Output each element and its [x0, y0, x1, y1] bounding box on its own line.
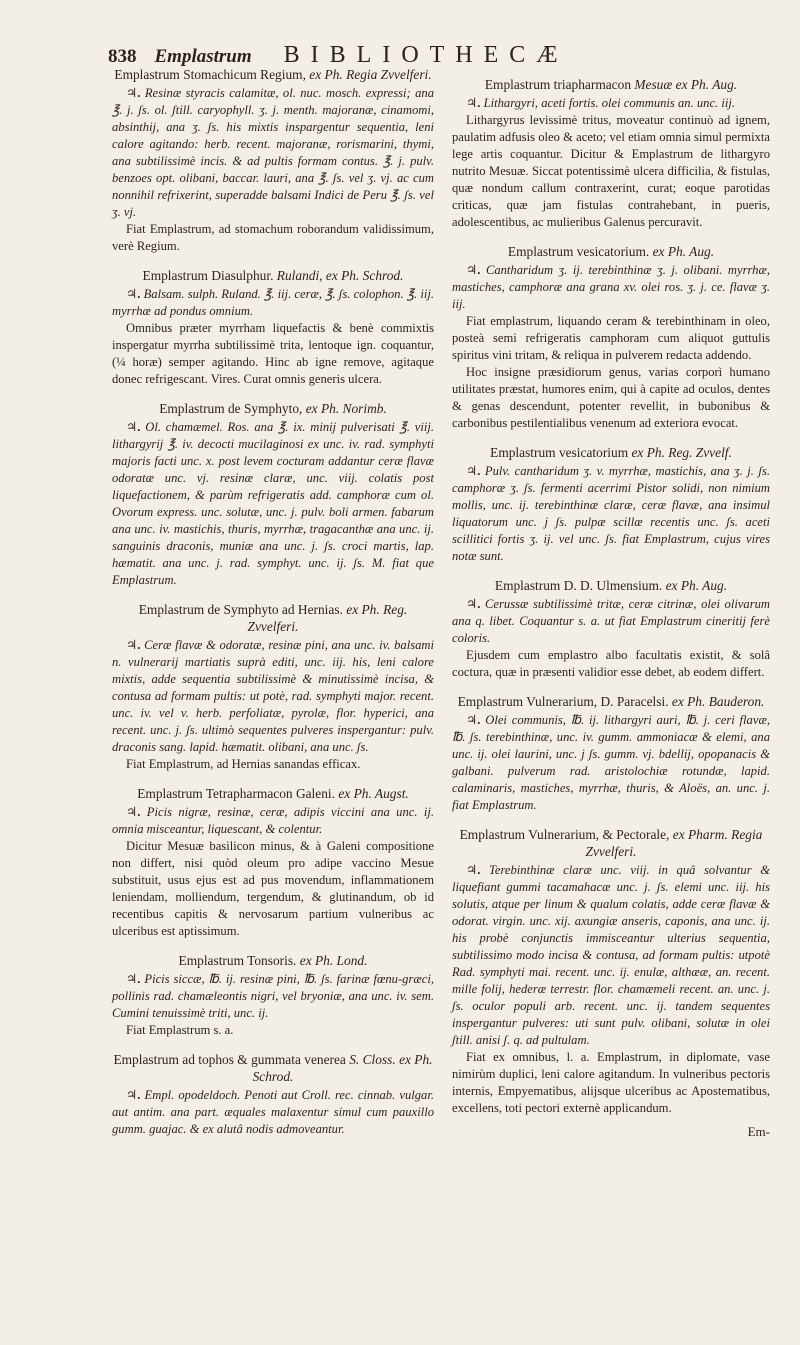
body-paragraph: Lithargyrus levissimè tritus, moveatur continuò ad ignem, paulatim adfusis oleo & aceto; vel etiam omnia simul permixta lege artis coquantur. Dicitur & Emplastrum de lithargyro nutrito Mesuæ. Siccat potentissimè ulcera difficilia, & fistulas, quæ nondum callum contraxerint, curat; eoque parotidas criticas, quæ jam fistulas contrahebant, in pueris, adolescentibus, ac mulieribus Galenus percuravit. [452, 113, 770, 229]
recipe-heading [452, 826, 770, 860]
recipe-symbol-icon: ♃. [126, 972, 145, 986]
recipe-symbol-icon: ♃. [126, 287, 144, 301]
prescription-paragraph [452, 862, 770, 1049]
catchword: Em- [747, 1124, 770, 1139]
recipe-symbol-icon: ♃. [466, 263, 486, 277]
recipe-symbol-icon: ♃. [126, 86, 145, 100]
recipe-title: Emplastrum Tetrapharmacon Galeni. [137, 786, 339, 801]
recipe-source: ex Pharm. Regia Zvvelferi. [585, 827, 763, 859]
prescription-paragraph [452, 262, 770, 313]
recipe-heading [112, 400, 434, 417]
recipe-source: ex Ph. Norimb. [305, 401, 387, 416]
recipe-heading [112, 267, 434, 284]
recipe-symbol-icon: ♃. [466, 863, 490, 877]
recipe-symbol-icon: ♃. [466, 464, 485, 478]
recipe-source: ex Ph. Aug. [665, 578, 728, 593]
body-paragraph: Fiat Emplastrum, ad stomachum roborandum validissimum, verè Regium. [112, 222, 434, 253]
recipe-title: Emplastrum de Symphyto, [159, 401, 306, 416]
prescription-text: Pulv. cantharidum ʒ. v. myrrhæ, mastichis, ana ʒ. j. ʃs. camphoræ ʒ. ʃs. fermenti acerrimi Pistor solidi, non nimium mollis, unc. ij. terebinthinæ claræ, ceræ flavæ, ana insimul liquatorum unc. j ʃs. pulpæ scillæ recentis unc. ʃs. aceti scillitici fortis ʒ. ij. vel unc. ʃs. fiat Emplastrum, cujus vires notæ sunt. [452, 464, 770, 563]
recipe-source: ex Ph. Bauderon. [671, 694, 765, 709]
recipe-heading [452, 577, 770, 594]
prescription-paragraph [452, 463, 770, 565]
body-paragraph: Fiat Emplastrum, ad Hernias sanandas efficax. [126, 757, 361, 771]
recipe-heading [452, 243, 770, 260]
body-paragraph: Omnibus præter myrrham liquefactis & benè commixtis inspergatur myrrha subtilissimè trita, lentoque ign. coquantur, (¼ horæ) semper agitando. Hinc ab igne remove, agitaque donec refrigescant. Vires. Curat omnis generis ulcera. [112, 321, 434, 386]
prescription-paragraph [112, 85, 434, 221]
recipe-heading [112, 785, 434, 802]
prescription-text: Cantharidum ʒ. ij. terebinthinæ ʒ. j. olibani. myrrhæ, mastiches, camphoræ ana grana xv. olei ros. ʒ. j. ce. flavæ ʒ. iij. [452, 263, 770, 311]
recipe-symbol-icon: ♃. [126, 638, 145, 652]
recipe-title: Emplastrum D. D. Ulmensium. [494, 578, 666, 593]
recipe-source: ex Ph. Augst. [338, 786, 409, 801]
prescription-paragraph [112, 971, 434, 1022]
recipe-source: Rulandi, ex Ph. Schrod. [276, 268, 404, 283]
page-number: 838 [108, 46, 137, 67]
running-head: Emplastrum [154, 46, 252, 67]
prescription-text: Picis nigræ, resinæ, ceræ, adipis viccini ana unc. ij. omnia misceantur, liquescant, & colentur. [112, 805, 434, 836]
prescription-text: Resinæ styracis calamitæ, ol. nuc. mosch. expressi; ana ℥. j. ʃs. ol. ʃtill. caryophyll. ʒ. j. menth. majoranæ, cinamomi, absinthij, ana ʒ. ʃs. his mixtis inspargentur sequentia, leni calore agitando: herb. recent. majoranæ, rorismarini, thymi, ana subtilissimè incis. & ad pultis formam contus. ℥. j. pulv. benzoes opt. olibani, baccar. lauri, ana ℥. ʃs. vel ʒ. vj. ac cum nonnihil refrixerint, superadde balsami Indici de Peru ℥. ʃs. vel ʒ. vj. [112, 86, 434, 219]
recipe-title: Emplastrum vesicatorium. [507, 244, 653, 259]
body-paragraph: Fiat emplastrum, liquando ceram & terebinthinam in oleo, posteà semi refrigeratis camphoram cum aliquot guttulis spiritus vini tritam, & reliqua in pulverem redacta addendo. [452, 314, 770, 362]
recipe-title: Emplastrum Vulnerarium, D. Paracelsi. [457, 694, 672, 709]
prescription-paragraph [112, 804, 434, 838]
prescription-text: Lithargyri, aceti fortis. olei communis an. unc. iij. [483, 96, 735, 110]
prescription-text: Ol. chamæmel. Ros. ana ℥. ix. minij pulverisati ℥. viij. lithargyrij ℥. iv. decocti mucilaginosi ex unc. iv. rad. symphyti majoris facti unc. x. post levem cocturam addantur ceræ flavæ odoratæ unc. vj. resinæ claræ, unc. viij. colatis post liquefactionem, & parùm refrigeratis add. camphoræ cum ol. Ovorum express. unc. solutæ, unc. j. pulv. boli armen. fabarum ana unc. iv. mastichis, thuris, myrrhæ, tragacanthæ ana unc. ij. sanguinis draconis, muniæ ana unc. j. ʃs. croci martis, lap. hæmatit. ana unc. j. rad. symphyt. unc. ij. ʃs. M. fiat que Emplastrum. [112, 420, 434, 587]
recipe-heading [452, 444, 770, 461]
recipe-title: Emplastrum triapharmacon [484, 77, 635, 92]
body-paragraph: Dicitur Mesuæ basilicon minus, & à Galeni compositione non differt, nisi quòd oleum pro adipe vaccino Mesue substituit, usus ejus est ad pus movendum, inflammationem leniendam, molliendum, tergendum, & glutinandum, ob id recentibus capitis & nervosarum partium vulneribus ac ulceribus est aptissimum. [112, 839, 434, 938]
body-paragraph: Hoc insigne præsidiorum genus, varias corporì humano utilitates præstat, humores enim, qui à capite ad oculos, dentes & genas descendunt, potenter revellit, in bubonibus & carbonibus pestilentialibus venenum ad exteriora evocat. [452, 365, 770, 430]
left-column [112, 66, 434, 1138]
body-paragraph: Fiat ex omnibus, l. a. Emplastrum, in diplomate, vase nimirùm duplici, leni calore agitandum. In vulneribus pectoris internis, Empyematibus, alijsque ulceribus ac Apostematibus, excellens, toti pectori externè applicandum. [452, 1050, 770, 1115]
prescription-paragraph [112, 419, 434, 589]
recipe-source: ex Ph. Regia Zvvelferi. [309, 67, 432, 82]
prescription-paragraph [112, 1087, 434, 1138]
recipe-source: ex Ph. Reg. Zvvelferi. [247, 602, 408, 634]
recipe-source: S. Closs. ex Ph. Schrod. [252, 1052, 433, 1084]
right-column [452, 76, 770, 1140]
recipe-heading [112, 601, 434, 635]
prescription-text: Picis siccæ, ℔. ij. resinæ pini, ℔. ʃs. farinæ fœnu-græci, pollinis rad. chamæleontis nigri, vel bryoniæ, ana unc. iv. sem. Cumini tenuissimè triti, unc. ij. [112, 972, 434, 1020]
prescription-text: Cerussæ subtilissimè tritæ, ceræ citrinæ, olei olivarum ana q. libet. Coquantur s. a. ut fiat Emplastrum cineritij ferè coloris. [452, 597, 771, 645]
prescription-text: Terebinthinæ claræ unc. viij. in quâ solvantur & liquefiant gummi tacamahacæ unc. j. ʃs. elemi unc. iij. his solutis, atque per linum & qualum colatis, adde ceræ flavæ & odorat. virgin. unc. xij. axungiæ anseris, caponis, ana unc. ij. his probè conjunctis immisceantur ulterius sequentia, subtilissimo modo incisa & contusa, ad formam pultis: utpotè Rad. symphyti mai. recent. unc. ij. enulæ, althææ, an. recent. mille folij, hederæ terrestr. flor. chamæmeli recent. an. unc. j. ʃs. oculor populi arb. recent. unc. ij. tandem sequentes inspergantur pulveres: uti sunt pulv. olibani, solutæ in olei ʃtill. anisi ʃ. q. ad pultulam. [452, 863, 770, 1047]
recipe-heading [112, 66, 434, 83]
recipe-title: Emplastrum Vulnerarium, & Pectorale, [459, 827, 673, 842]
recipe-symbol-icon: ♃. [126, 420, 146, 434]
prescription-paragraph [112, 286, 434, 320]
prescription-paragraph [452, 596, 770, 647]
recipe-symbol-icon: ♃. [126, 805, 147, 819]
prescription-text: Olei communis, ℔. ij. lithargyri auri, ℔. j. ceri flavæ, ℔. ʃs. terebinthinæ, unc. iv. gumm. ammoniacæ & elemi, ana unc. ij. olei laurini, unc. j ʃs. gumm. vj. bdellij, opopanacis & galbani. pulverum rad. aristolochiæ rotundæ, lapid. calaminaris, mastiches, myrrhæ, thuris, & Aloës, an. unc. j. fiat Emplastrum. [452, 713, 770, 812]
prescription-paragraph [452, 712, 770, 814]
prescription-text: Ceræ flavæ & odoratæ, resinæ pini, ana unc. iv. balsami n. vulnerarij martiatis suprà editi, unc. iij. his, leni calore mixtis, adde sequentia subtilissimè & minutissimè incisa, & contusa ad formam pultis: ut potè, rad. symphyti major. recent. unc. iv. vel v. herb. perfoliatæ, pyrolæ, flor. hyperici, ana recent. unc. j. ʃs. ultimò sequentes pulveres inspergantur: pulv. draconis sang. lapid. hæmatit. olibani, ana unc. ʃs. [112, 638, 434, 754]
recipe-source: ex Ph. Aug. [652, 244, 715, 259]
prescription-paragraph [112, 637, 434, 756]
recipe-title: Emplastrum ad tophos & gummata venerea [113, 1052, 350, 1067]
recipe-symbol-icon: ♃. [466, 597, 486, 611]
recipe-symbol-icon: ♃. [466, 96, 484, 110]
recipe-heading [112, 952, 434, 969]
recipe-heading [452, 693, 770, 710]
recipe-title: Emplastrum Stomachicum Regium, [114, 67, 310, 82]
recipe-title: Emplastrum de Symphyto ad Hernias. [138, 602, 347, 617]
prescription-paragraph [452, 95, 770, 112]
recipe-title: Emplastrum Diasulphur. [142, 268, 277, 283]
recipe-title: Emplastrum Tonsoris. [178, 953, 300, 968]
book-title: BIBLIOTHECÆ [283, 42, 569, 68]
recipe-symbol-icon: ♃. [126, 1088, 145, 1102]
recipe-source: ex Ph. Lond. [299, 953, 368, 968]
prescription-text: Empl. opodeldoch. Penoti aut Croll. rec. cinnab. vulgar. aut antim. ana part. æquales malaxentur simul cum pauxillo gumm. guajac. & ex alutâ nodis admoveantur. [112, 1088, 434, 1136]
recipe-symbol-icon: ♃. [466, 713, 486, 727]
prescription-text: Balsam. sulph. Ruland. ℥. iij. ceræ, ℥. ʃs. colophon. ℥. iij. myrrhæ ad pondus omnium. [112, 287, 434, 318]
recipe-heading [452, 76, 770, 93]
body-paragraph: Ejusdem cum emplastro albo facultatis existit, & solâ coctura, quæ in præsenti validior esse debet, ab eodem differt. [452, 648, 770, 679]
recipe-title: Emplastrum vesicatorium [490, 445, 632, 460]
recipe-heading [112, 1051, 434, 1085]
recipe-source: Mesuæ ex Ph. Aug. [634, 77, 738, 92]
recipe-source: ex Ph. Reg. Zvvelf. [631, 445, 732, 460]
body-paragraph: Fiat Emplastrum s. a. [126, 1023, 234, 1037]
